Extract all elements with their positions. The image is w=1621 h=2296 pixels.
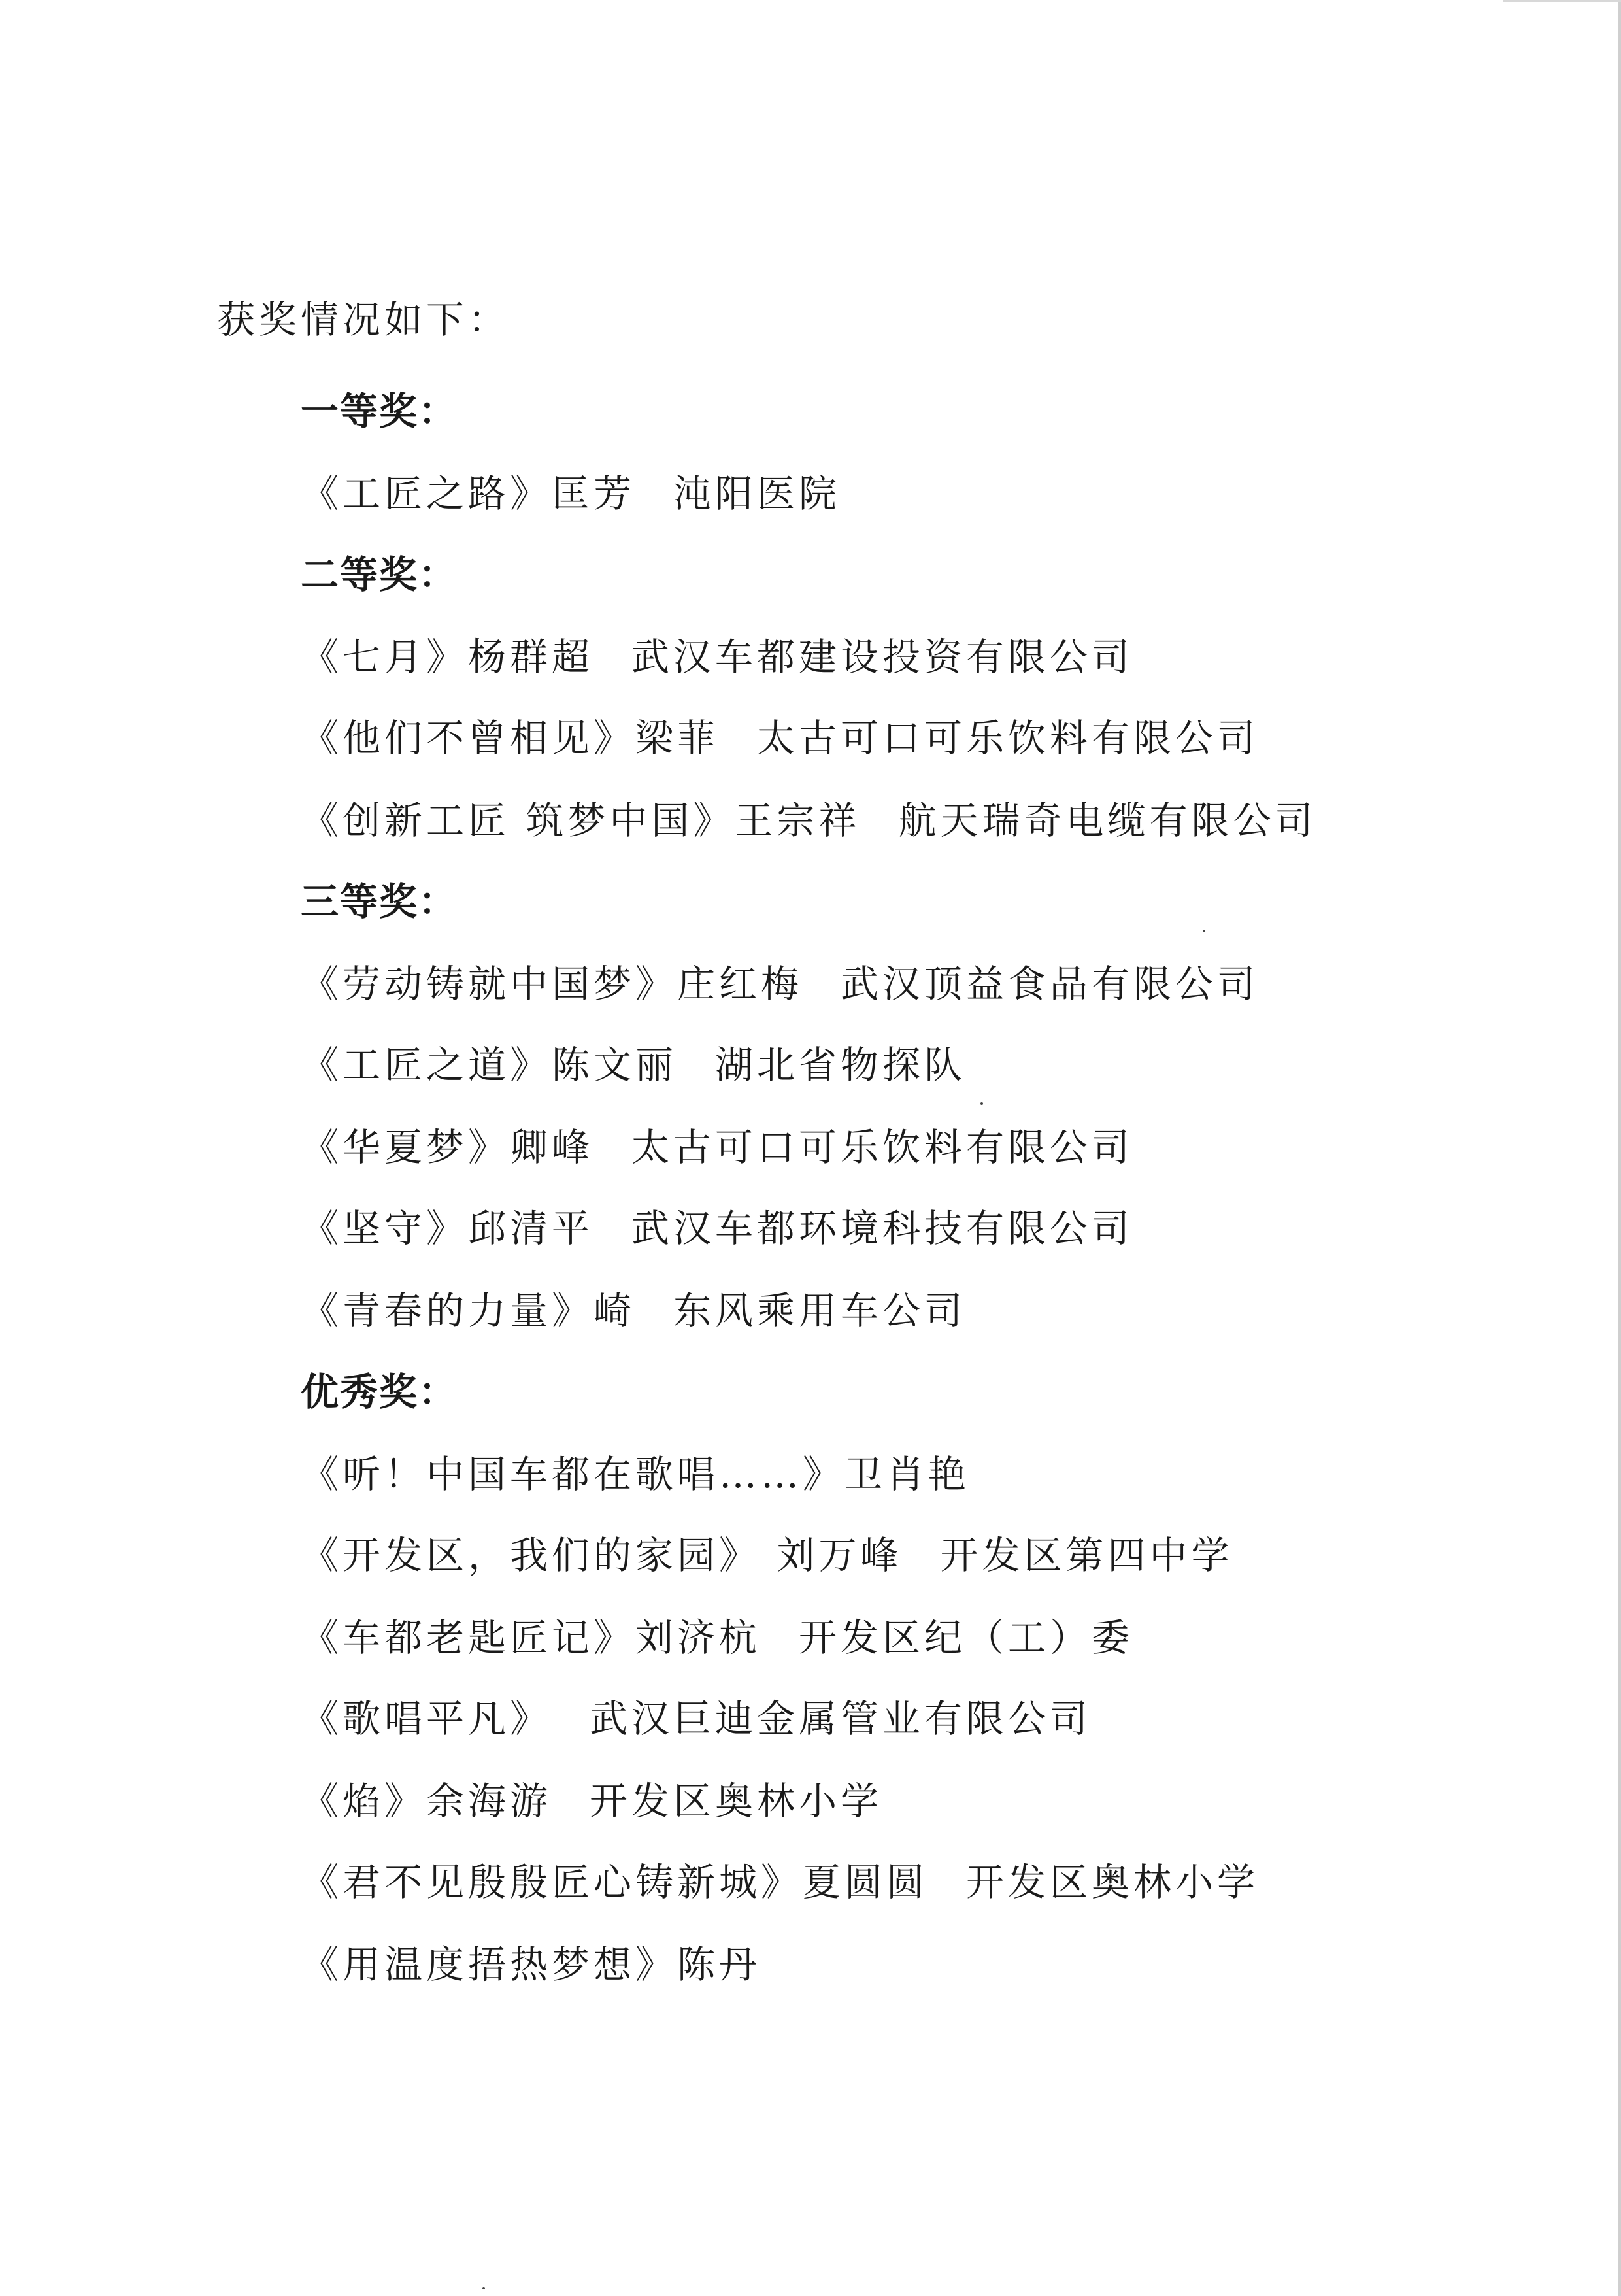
entry-organization: 武汉车都建设投资有限公司 (631, 635, 1134, 679)
award-entry (301, 1615, 1134, 1660)
entry-title-author: 《用温度捂热梦想》陈丹 (301, 1942, 761, 1987)
entry-title-author: 《工匠之路》匡芳 (301, 471, 636, 516)
entry-organization: 湖北省物探队 (715, 1043, 967, 1087)
intro-line: 获奖情况如下： (217, 297, 510, 342)
entry-organization: 武汉车都环境科技有限公司 (631, 1206, 1134, 1251)
entry-title-author: 《焰》余海游 (301, 1779, 552, 1823)
entry-title-author: 《君不见殷殷匠心铸新城》夏圆圆 (301, 1860, 929, 1904)
entry-title-author: 《劳动铸就中国梦》庄红梅 (301, 962, 803, 1006)
scan-edge (1503, 0, 1621, 2)
entry-title-author: 《车都老匙匠记》刘济杭 (301, 1615, 761, 1660)
entry-organization: 太古可口可乐饮料有限公司 (757, 716, 1260, 760)
entry-title-author: 《听！中国车都在歌唱……》卫肖艳 (301, 1452, 971, 1496)
entry-organization: 东风乘用车公司 (673, 1289, 967, 1333)
scan-speck (980, 1102, 983, 1105)
entry-title-author: 《坚守》邱清平 (301, 1206, 594, 1251)
entry-title-author: 《青春的力量》崎 (301, 1289, 636, 1333)
award-entry (301, 471, 841, 516)
award-entry (301, 716, 1260, 760)
award-entry (301, 1942, 761, 1987)
entry-organization: 太古可口可乐饮料有限公司 (631, 1125, 1134, 1170)
entry-organization: 开发区奥林小学 (590, 1779, 883, 1823)
award-entry (301, 1043, 967, 1087)
entry-organization: 武汉顶益食品有限公司 (841, 962, 1260, 1006)
award-entry (301, 962, 1260, 1006)
award-entry (301, 1452, 971, 1496)
entry-title-author: 《他们不曾相见》梁菲 (301, 716, 720, 760)
award-entry (301, 1125, 1134, 1170)
entry-organization: 航天瑞奇电缆有限公司 (898, 798, 1317, 843)
award-entry (301, 1289, 967, 1333)
scan-edge (1618, 0, 1621, 2296)
scan-speck (482, 2287, 485, 2289)
entry-organization: 开发区奥林小学 (966, 1860, 1260, 1904)
third-prize-heading: 三等奖： (301, 879, 458, 924)
award-entry (301, 1697, 1092, 1741)
award-entry (301, 1206, 1134, 1251)
scan-speck (1203, 930, 1205, 932)
entry-title-author: 《歌唱平凡》 (301, 1697, 552, 1741)
entry-organization: 沌阳医院 (673, 471, 841, 516)
second-prize-heading: 二等奖： (301, 552, 458, 597)
award-entry (301, 635, 1134, 679)
first-prize-heading: 一等奖： (301, 389, 458, 433)
entry-title-author: 《创新工匠 筑梦中国》王宗祥 (301, 798, 861, 843)
award-entry (301, 798, 1317, 843)
entry-title-author: 《工匠之道》陈文丽 (301, 1043, 678, 1087)
entry-organization: 开发区纪（工）委 (799, 1615, 1134, 1660)
entry-organization: 武汉巨迪金属管业有限公司 (590, 1697, 1092, 1741)
entry-title-author: 《华夏梦》卿峰 (301, 1125, 594, 1170)
award-entry (301, 1533, 1233, 1578)
award-entry (301, 1860, 1260, 1904)
entry-title-author: 《七月》杨群超 (301, 635, 594, 679)
entry-organization: 开发区第四中学 (940, 1533, 1233, 1578)
entry-title-author: 《开发区，我们的家园》 刘万峰 (301, 1533, 903, 1578)
excellence-prize-heading: 优秀奖： (301, 1370, 458, 1414)
award-entry (301, 1779, 883, 1823)
